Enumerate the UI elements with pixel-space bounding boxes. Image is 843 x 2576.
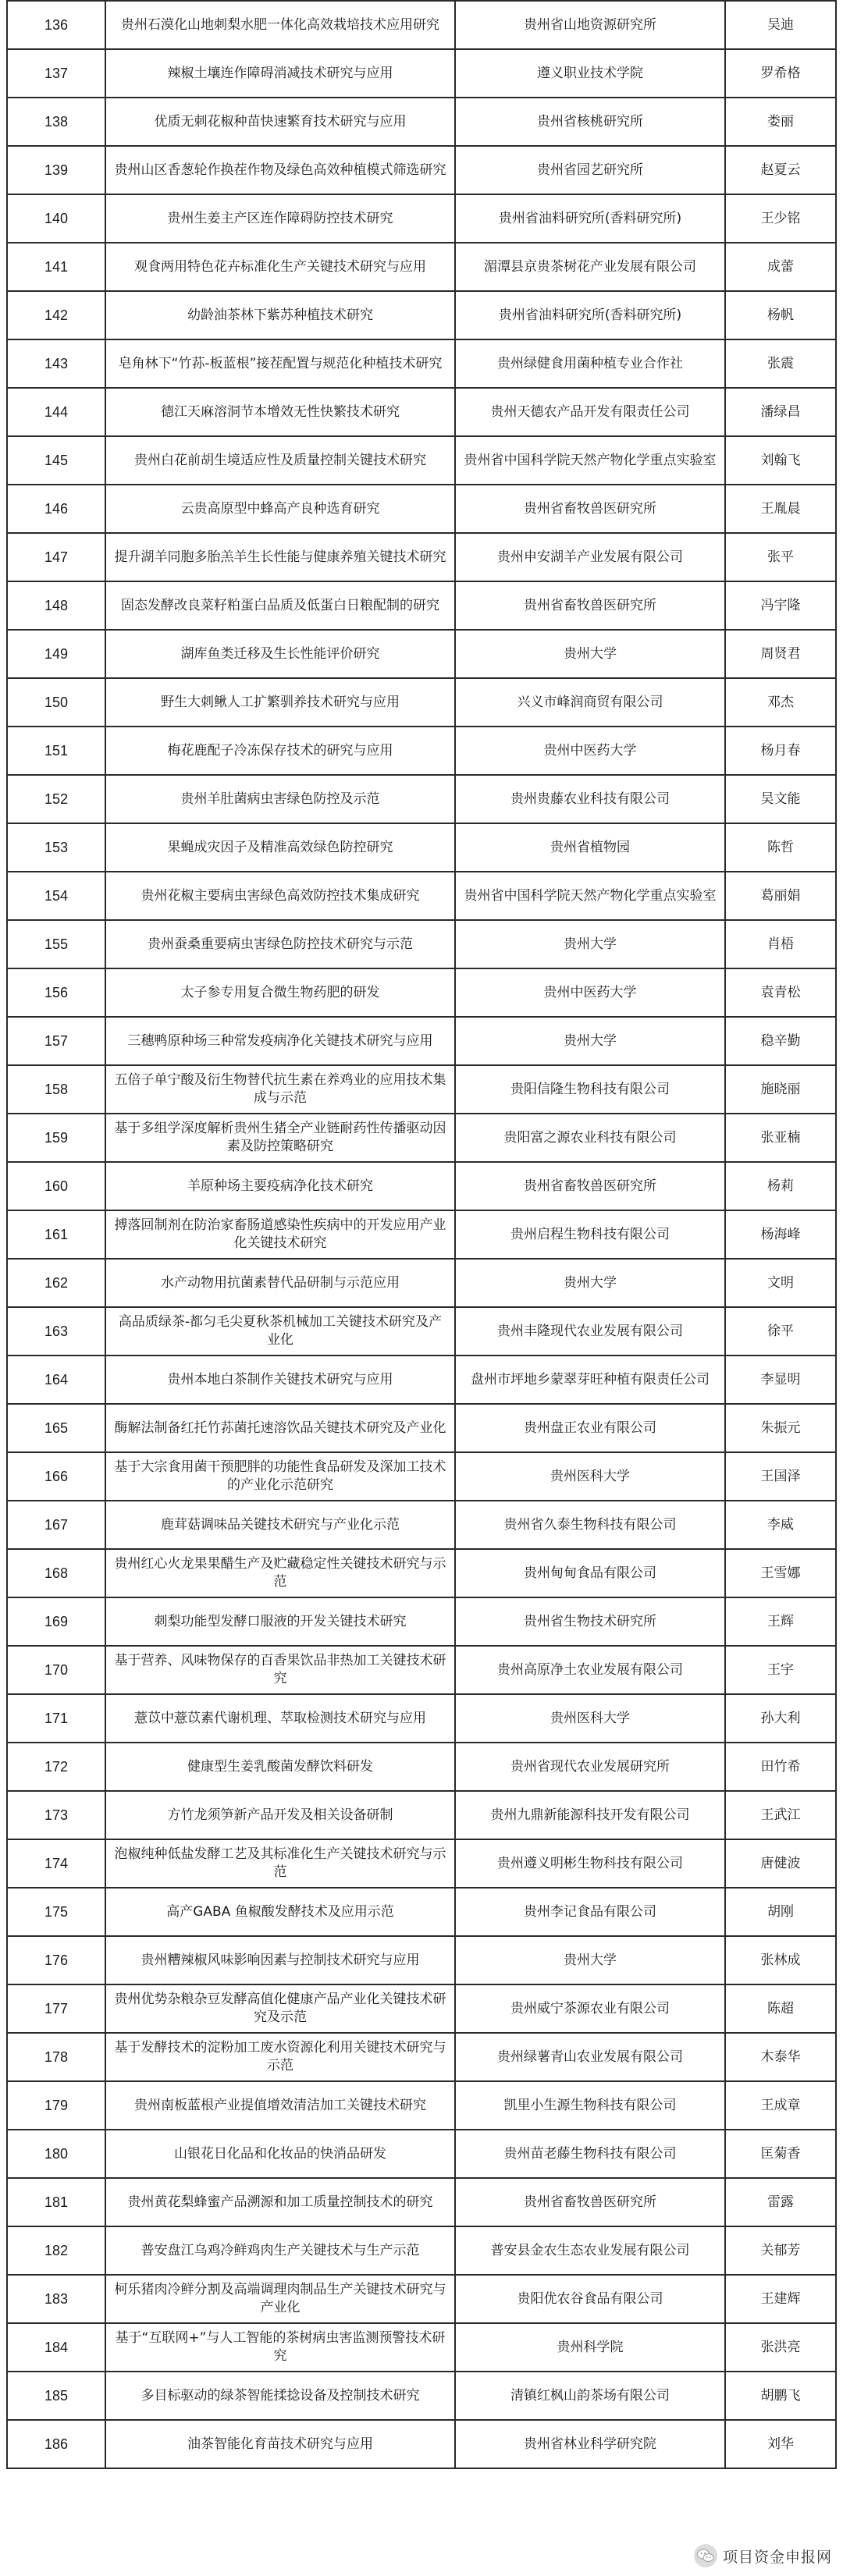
project-leader: 杨海峰 — [725, 1210, 836, 1259]
project-leader: 吴文能 — [725, 775, 836, 823]
project-title: 山银花日化品和化妆品的快消品研发 — [105, 2130, 455, 2178]
project-title: 观食两用特色花卉标准化生产关键技术研究与应用 — [105, 243, 455, 291]
organization: 凯里小生源生物科技有限公司 — [455, 2081, 725, 2130]
project-title: 高品质绿茶-都匀毛尖夏秋茶机械加工关键技术研究及产业化 — [105, 1307, 455, 1356]
table-row — [7, 1, 836, 49]
project-leader: 王雪娜 — [725, 1549, 836, 1597]
row-number: 151 — [7, 727, 105, 775]
organization: 贵州省久泰生物科技有限公司 — [455, 1501, 725, 1549]
row-number: 172 — [7, 1743, 105, 1791]
row-number: 158 — [7, 1065, 105, 1114]
organization: 贵州李记食品有限公司 — [455, 1888, 725, 1936]
organization: 贵州天德农产品开发有限责任公司 — [455, 388, 725, 436]
organization: 贵州苗老藤生物科技有限公司 — [455, 2130, 725, 2178]
project-title: 基于发酵技术的淀粉加工废水资源化利用关键技术研究与示范 — [105, 2033, 455, 2081]
project-title: 贵州羊肚菌病虫害绿色防控及示范 — [105, 775, 455, 823]
row-number: 138 — [7, 98, 105, 146]
project-leader: 陈超 — [725, 1984, 836, 2033]
table-row — [7, 968, 836, 1017]
project-leader: 王少铭 — [725, 194, 836, 243]
table-row — [7, 1114, 836, 1162]
organization: 贵州省畜牧兽医研究所 — [455, 2178, 725, 2226]
table-row — [7, 1162, 836, 1210]
row-number: 185 — [7, 2372, 105, 2420]
table-row — [7, 291, 836, 339]
project-leader: 李威 — [725, 1501, 836, 1549]
table-row — [7, 2033, 836, 2081]
project-leader: 张林成 — [725, 1936, 836, 1984]
project-title: 高产GABA 鱼椒酸发酵技术及应用示范 — [105, 1888, 455, 1936]
project-leader: 张平 — [725, 533, 836, 581]
organization: 普安县金农生态农业发展有限公司 — [455, 2226, 725, 2275]
project-title: 泡椒纯种低盐发酵工艺及其标准化生产关键技术研究与示范 — [105, 1839, 455, 1888]
watermark — [604, 2540, 837, 2571]
row-number: 150 — [7, 678, 105, 727]
organization: 贵州省植物园 — [455, 823, 725, 872]
organization: 贵州大学 — [455, 1936, 725, 1984]
organization: 贵州大学 — [455, 630, 725, 678]
table-row — [7, 2372, 836, 2420]
project-title: 贵州南板蓝根产业提值增效清洁加工关键技术研究 — [105, 2081, 455, 2130]
organization: 贵州省中国科学院天然产物化学重点实验室 — [455, 872, 725, 920]
row-number: 178 — [7, 2033, 105, 2081]
project-title: 幼龄油茶林下紫苏种植技术研究 — [105, 291, 455, 339]
organization: 贵州丰隆现代农业发展有限公司 — [455, 1307, 725, 1356]
project-leader: 刘翰飞 — [725, 436, 836, 485]
wechat-logo-icon — [693, 2543, 718, 2568]
organization: 贵州省畜牧兽医研究所 — [455, 581, 725, 630]
project-leader: 潘绿昌 — [725, 388, 836, 436]
project-leader: 李显明 — [725, 1356, 836, 1404]
organization: 贵州省油料研究所(香料研究所) — [455, 194, 725, 243]
project-title: 贵州山区香葱轮作换茬作物及绿色高效种植模式筛选研究 — [105, 146, 455, 194]
project-leader: 王成章 — [725, 2081, 836, 2130]
project-leader: 葛丽娟 — [725, 872, 836, 920]
project-leader: 王胤晨 — [725, 485, 836, 533]
table-row — [7, 2081, 836, 2130]
project-leader: 王辉 — [725, 1597, 836, 1646]
table-row — [7, 678, 836, 727]
project-title: 油茶智能化育苗技术研究与应用 — [105, 2420, 455, 2468]
organization: 贵州省生物技术研究所 — [455, 1597, 725, 1646]
row-number: 156 — [7, 968, 105, 1017]
table-row — [7, 2178, 836, 2226]
row-number: 161 — [7, 1210, 105, 1259]
row-number: 182 — [7, 2226, 105, 2275]
organization: 遵义职业技术学院 — [455, 49, 725, 98]
table-row — [7, 1259, 836, 1307]
table-row — [7, 1791, 836, 1839]
row-number: 176 — [7, 1936, 105, 1984]
table-row — [7, 2420, 836, 2468]
project-title: 贵州本地白茶制作关键技术研究与应用 — [105, 1356, 455, 1404]
organization: 贵州九鼎新能源科技开发有限公司 — [455, 1791, 725, 1839]
organization: 贵州省园艺研究所 — [455, 146, 725, 194]
row-number: 175 — [7, 1888, 105, 1936]
row-number: 183 — [7, 2275, 105, 2323]
organization: 湄潭县京贵茶树花产业发展有限公司 — [455, 243, 725, 291]
project-leader: 文明 — [725, 1259, 836, 1307]
project-title: 贵州石漠化山地刺梨水肥一体化高效栽培技术应用研究 — [105, 1, 455, 49]
table-row — [7, 388, 836, 436]
project-leader: 吴迪 — [725, 1, 836, 49]
organization: 贵州中医药大学 — [455, 727, 725, 775]
project-title: 多目标驱动的绿茶智能揉捻设备及控制技术研究 — [105, 2372, 455, 2420]
project-leader: 唐健波 — [725, 1839, 836, 1888]
project-leader: 张洪亮 — [725, 2323, 836, 2372]
project-title: 基于大宗食用菌干预肥胖的功能性食品研发及深加工技术的产业化示范研究 — [105, 1452, 455, 1501]
project-leader: 刘华 — [725, 2420, 836, 2468]
row-number: 163 — [7, 1307, 105, 1356]
project-leader: 赵夏云 — [725, 146, 836, 194]
table-row — [7, 2226, 836, 2275]
table-row — [7, 1839, 836, 1888]
row-number: 141 — [7, 243, 105, 291]
project-title: 贵州花椒主要病虫害绿色高效防控技术集成研究 — [105, 872, 455, 920]
row-number: 171 — [7, 1694, 105, 1743]
row-number: 173 — [7, 1791, 105, 1839]
row-number: 152 — [7, 775, 105, 823]
organization: 贵州省现代农业发展研究所 — [455, 1743, 725, 1791]
project-title: 贵州生姜主产区连作障碍防控技术研究 — [105, 194, 455, 243]
table-row — [7, 1743, 836, 1791]
organization: 贵州大学 — [455, 1259, 725, 1307]
table-row — [7, 1501, 836, 1549]
project-title: 方竹龙须笋新产品开发及相关设备研制 — [105, 1791, 455, 1839]
organization: 贵州省山地资源研究所 — [455, 1, 725, 49]
table-row — [7, 98, 836, 146]
project-title: 辣椒土壤连作障碍消减技术研究与应用 — [105, 49, 455, 98]
project-leader: 杨帆 — [725, 291, 836, 339]
organization: 贵州省核桃研究所 — [455, 98, 725, 146]
table-row — [7, 630, 836, 678]
project-leader: 娄丽 — [725, 98, 836, 146]
project-title: 三穗鸭原种场三种常发疫病净化关键技术研究与应用 — [105, 1017, 455, 1065]
row-number: 143 — [7, 339, 105, 388]
row-number: 160 — [7, 1162, 105, 1210]
table-row — [7, 1694, 836, 1743]
project-title: 湖库鱼类迁移及生长性能评价研究 — [105, 630, 455, 678]
organization: 贵州遵义明彬生物科技有限公司 — [455, 1839, 725, 1888]
project-leader: 胡鹏飞 — [725, 2372, 836, 2420]
project-title: 贵州糟辣椒风味影响因素与控制技术研究与应用 — [105, 1936, 455, 1984]
table-row — [7, 1549, 836, 1597]
organization: 贵州省林业科学研究院 — [455, 2420, 725, 2468]
project-title: 基于多组学深度解析贵州生猪全产业链耐药性传播驱动因素及防控策略研究 — [105, 1114, 455, 1162]
project-leader: 王武江 — [725, 1791, 836, 1839]
project-title: 鹿茸菇调味品关键技术研究与产业化示范 — [105, 1501, 455, 1549]
organization: 清镇红枫山韵茶场有限公司 — [455, 2372, 725, 2420]
organization: 贵州省油料研究所(香料研究所) — [455, 291, 725, 339]
organization: 贵州甸甸食品有限公司 — [455, 1549, 725, 1597]
table-row — [7, 339, 836, 388]
table-row — [7, 2275, 836, 2323]
organization: 贵州医科大学 — [455, 1452, 725, 1501]
table-row — [7, 1452, 836, 1501]
project-title: 贵州蚕桑重要病虫害绿色防控技术研究与示范 — [105, 920, 455, 968]
project-leader: 关郁芳 — [725, 2226, 836, 2275]
row-number: 142 — [7, 291, 105, 339]
row-number: 186 — [7, 2420, 105, 2468]
organization: 贵州省畜牧兽医研究所 — [455, 485, 725, 533]
table-row — [7, 1356, 836, 1404]
organization: 贵州申安湖羊产业发展有限公司 — [455, 533, 725, 581]
project-title: 太子参专用复合微生物药肥的研发 — [105, 968, 455, 1017]
project-title: 贵州红心火龙果果醋生产及贮藏稳定性关键技术研究与示范 — [105, 1549, 455, 1597]
project-title: 普安盘江乌鸡冷鲜鸡肉生产关键技术与生产示范 — [105, 2226, 455, 2275]
row-number: 155 — [7, 920, 105, 968]
project-title: 羊原种场主要疫病净化技术研究 — [105, 1162, 455, 1210]
table-row — [7, 2130, 836, 2178]
organization: 贵州绿薯青山农业发展有限公司 — [455, 2033, 725, 2081]
organization: 贵州科学院 — [455, 2323, 725, 2372]
organization: 贵州威宁茶源农业有限公司 — [455, 1984, 725, 2033]
project-table-body — [7, 1, 836, 2468]
project-leader: 朱振元 — [725, 1404, 836, 1452]
project-title: 优质无刺花椒种苗快速繁育技术研究与应用 — [105, 98, 455, 146]
table-row — [7, 1936, 836, 1984]
project-title: 贵州白花前胡生境适应性及质量控制关键技术研究 — [105, 436, 455, 485]
project-title: 薏苡中薏苡素代谢机理、萃取检测技术研究与应用 — [105, 1694, 455, 1743]
table-row — [7, 823, 836, 872]
project-leader: 王宇 — [725, 1646, 836, 1694]
table-row — [7, 1404, 836, 1452]
row-number: 154 — [7, 872, 105, 920]
table-row — [7, 872, 836, 920]
organization: 贵州大学 — [455, 920, 725, 968]
row-number: 184 — [7, 2323, 105, 2372]
watermark-text: 项目资金申报网 — [722, 2548, 832, 2566]
organization: 贵州贵藤农业科技有限公司 — [455, 775, 725, 823]
project-leader: 陈哲 — [725, 823, 836, 872]
table-row — [7, 485, 836, 533]
row-number: 145 — [7, 436, 105, 485]
project-title: 云贵高原型中蜂高产良种选育研究 — [105, 485, 455, 533]
row-number: 165 — [7, 1404, 105, 1452]
table-row — [7, 1017, 836, 1065]
table-row — [7, 920, 836, 968]
row-number: 159 — [7, 1114, 105, 1162]
table-row — [7, 194, 836, 243]
project-leader: 木泰华 — [725, 2033, 836, 2081]
row-number: 136 — [7, 1, 105, 49]
project-title: 柯乐猪肉冷鲜分割及高端调理肉制品生产关键技术研究与产业化 — [105, 2275, 455, 2323]
project-title: 梅花鹿配子冷冻保存技术的研究与应用 — [105, 727, 455, 775]
project-leader: 胡刚 — [725, 1888, 836, 1936]
organization: 贵州省中国科学院天然产物化学重点实验室 — [455, 436, 725, 485]
table-row — [7, 533, 836, 581]
project-leader: 雷露 — [725, 2178, 836, 2226]
row-number: 146 — [7, 485, 105, 533]
table-row — [7, 1210, 836, 1259]
table-row — [7, 1646, 836, 1694]
project-title: 野生大刺鳅人工扩繁驯养技术研究与应用 — [105, 678, 455, 727]
project-leader: 袁青松 — [725, 968, 836, 1017]
project-leader: 周贤君 — [725, 630, 836, 678]
organization: 兴义市峰润商贸有限公司 — [455, 678, 725, 727]
organization: 贵州省畜牧兽医研究所 — [455, 1162, 725, 1210]
table-row — [7, 1065, 836, 1114]
row-number: 170 — [7, 1646, 105, 1694]
project-title: 健康型生姜乳酸菌发酵饮料研发 — [105, 1743, 455, 1791]
project-title: 果蝇成灾因子及精准高效绿色防控研究 — [105, 823, 455, 872]
row-number: 144 — [7, 388, 105, 436]
project-leader: 王国泽 — [725, 1452, 836, 1501]
organization: 贵州中医药大学 — [455, 968, 725, 1017]
organization: 贵州高原净土农业发展有限公司 — [455, 1646, 725, 1694]
row-number: 177 — [7, 1984, 105, 2033]
row-number: 181 — [7, 2178, 105, 2226]
row-number: 166 — [7, 1452, 105, 1501]
organization: 贵州大学 — [455, 1017, 725, 1065]
row-number: 174 — [7, 1839, 105, 1888]
project-leader: 田竹希 — [725, 1743, 836, 1791]
organization: 贵州盘正农业有限公司 — [455, 1404, 725, 1452]
project-leader: 徐平 — [725, 1307, 836, 1356]
project-leader: 肖梧 — [725, 920, 836, 968]
project-leader: 匡菊香 — [725, 2130, 836, 2178]
project-title: 刺梨功能型发酵口服液的开发关键技术研究 — [105, 1597, 455, 1646]
organization: 贵州医科大学 — [455, 1694, 725, 1743]
project-leader: 邓杰 — [725, 678, 836, 727]
project-title: 德江天麻溶洞节本增效无性快繁技术研究 — [105, 388, 455, 436]
project-leader: 罗希格 — [725, 49, 836, 98]
row-number: 168 — [7, 1549, 105, 1597]
table-row — [7, 146, 836, 194]
row-number: 167 — [7, 1501, 105, 1549]
row-number: 139 — [7, 146, 105, 194]
row-number: 147 — [7, 533, 105, 581]
project-leader: 王建辉 — [725, 2275, 836, 2323]
project-leader: 孙大利 — [725, 1694, 836, 1743]
project-leader: 冯宇隆 — [725, 581, 836, 630]
project-title: 贵州优势杂粮杂豆发酵高值化健康产品产业化关键技术研究及示范 — [105, 1984, 455, 2033]
project-leader: 成蕾 — [725, 243, 836, 291]
project-title: 基于营养、风味物保存的百香果饮品非热加工关键技术研究 — [105, 1646, 455, 1694]
project-title: 水产动物用抗菌素替代品研制与示范应用 — [105, 1259, 455, 1307]
project-table — [6, 0, 837, 2469]
project-title: 酶解法制备红托竹荪菌托速溶饮品关键技术研究及产业化 — [105, 1404, 455, 1452]
row-number: 164 — [7, 1356, 105, 1404]
project-title: 基于“互联网+”与人工智能的茶树病虫害监测预警技术研究 — [105, 2323, 455, 2372]
table-row — [7, 581, 836, 630]
table-row — [7, 775, 836, 823]
row-number: 179 — [7, 2081, 105, 2130]
project-leader: 施晓丽 — [725, 1065, 836, 1114]
row-number: 169 — [7, 1597, 105, 1646]
organization: 贵阳信隆生物科技有限公司 — [455, 1065, 725, 1114]
table-row — [7, 727, 836, 775]
project-leader: 稳辛勤 — [725, 1017, 836, 1065]
organization: 贵州启程生物科技有限公司 — [455, 1210, 725, 1259]
project-title: 皂角林下“竹荪-板蓝根”接茬配置与规范化种植技术研究 — [105, 339, 455, 388]
project-leader: 张亚楠 — [725, 1114, 836, 1162]
row-number: 153 — [7, 823, 105, 872]
project-title: 固态发酵改良菜籽粕蛋白品质及低蛋白日粮配制的研究 — [105, 581, 455, 630]
organization: 贵阳富之源农业科技有限公司 — [455, 1114, 725, 1162]
row-number: 180 — [7, 2130, 105, 2178]
project-leader: 杨莉 — [725, 1162, 836, 1210]
project-title: 五倍子单宁酸及衍生物替代抗生素在养鸡业的应用技术集成与示范 — [105, 1065, 455, 1114]
project-leader: 张震 — [725, 339, 836, 388]
table-row — [7, 243, 836, 291]
organization: 贵州绿健食用菌种植专业合作社 — [455, 339, 725, 388]
table-row — [7, 1597, 836, 1646]
table-row — [7, 1888, 836, 1936]
table-row — [7, 1984, 836, 2033]
table-row — [7, 1307, 836, 1356]
organization: 盘州市坪地乡蒙翠芽旺种植有限责任公司 — [455, 1356, 725, 1404]
row-number: 137 — [7, 49, 105, 98]
row-number: 157 — [7, 1017, 105, 1065]
row-number: 162 — [7, 1259, 105, 1307]
row-number: 140 — [7, 194, 105, 243]
table-row — [7, 436, 836, 485]
project-title: 搏落回制剂在防治家畜肠道感染性疾病中的开发应用产业化关键技术研究 — [105, 1210, 455, 1259]
project-leader: 杨月春 — [725, 727, 836, 775]
organization: 贵阳优农谷食品有限公司 — [455, 2275, 725, 2323]
project-title: 贵州黄花梨蜂蜜产品溯源和加工质量控制技术的研究 — [105, 2178, 455, 2226]
table-row — [7, 49, 836, 98]
project-title: 提升湖羊同胞多胎羔羊生长性能与健康养殖关键技术研究 — [105, 533, 455, 581]
row-number: 149 — [7, 630, 105, 678]
table-row — [7, 2323, 836, 2372]
row-number: 148 — [7, 581, 105, 630]
